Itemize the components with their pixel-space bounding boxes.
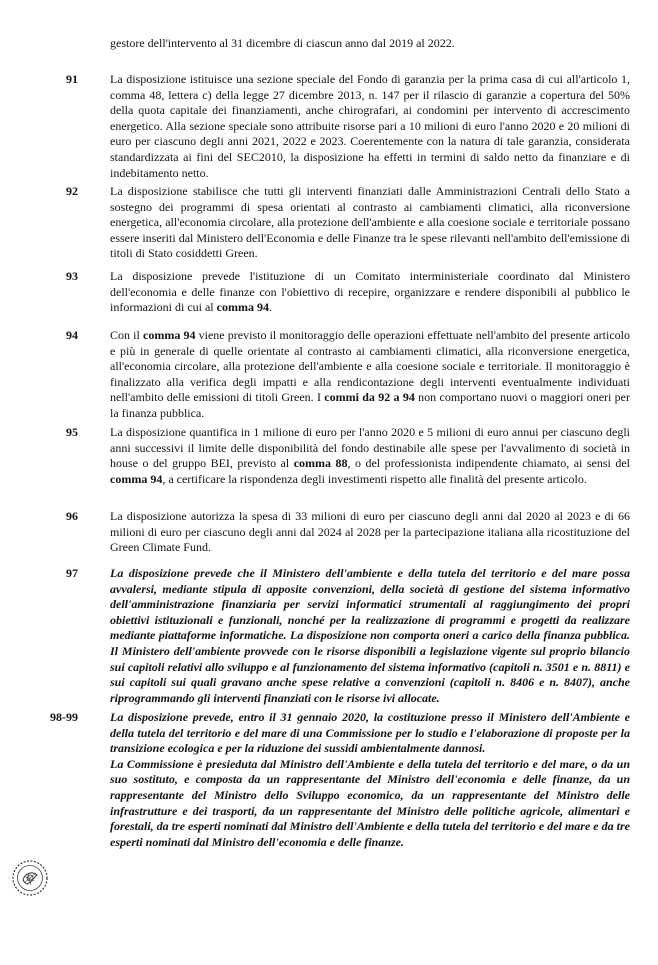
entry-number: 98-99 (50, 710, 78, 724)
entry-number: 92 (66, 184, 78, 198)
entry-text: La disposizione istituisce una sezione speciale del Fondo di garanzia per la prima casa di cui all'articolo 1, comma 48, lettera c) della legge 27 dicembre 2013, n. 147 per il rilascio di garanzie a copertura del 50% della quota capitale dei finanziamenti, anche chirografari, ai condomini per intervento di accrescimento energetico. Alla sezione speciale sono attribuite risorse pari a 10 milioni di euro l'anno 2020 e 20 milioni di euro per ciascuno degli anni 2021, 2022 e 2023. Coerentemente con la natura di tale garanzia, considerata standardizzata ai fini del SEC2010, la disposizione ha effetti in termini di saldo netto da finanziare e di indebitamento netto. (110, 72, 630, 180)
entry-number: 97 (66, 566, 78, 580)
continued-paragraph: gestore dell'intervento al 31 dicembre di ciascun anno dal 2019 al 2022. (110, 36, 455, 50)
entry-number: 93 (66, 269, 78, 283)
official-seal-icon (10, 858, 50, 898)
entry-text: La disposizione quantifica in 1 milione di euro per l'anno 2020 e 5 milioni di euro annui per ciascuno degli anni successivi il limite delle disponibilità del fondo destinabile alle spese per l'avvalimento di società in house o del gruppo BEI, previsto al comma 88, o del professionista indipendente chiamato, ai sensi del comma 94, a certificare la rispondenza degli investimenti rispetto alle finalità del presente articolo. (110, 425, 630, 486)
entry-paragraph: La Commissione è presieduta dal Ministro dell'Ambiente e della tutela del territorio e del mare, o da un suo sostituto, e composta da un rappresentante del Ministro dell'economia e delle finanze, da un rappresentante del Ministro dello Sviluppo economico, da un rappresentante del Ministro delle infrastrutture e dei trasporti, da un rappresentante del Ministro delle politiche agricole, alimentari e forestali, da tre esperti nominati dal Ministro dell'Ambiente e della tutela del territorio e del mare e da tre esperti nominati dal Ministro dell'economia e delle finanze. (110, 756, 630, 849)
entry-number: 91 (66, 72, 78, 86)
entry-number: 95 (66, 425, 78, 439)
entry-text: La disposizione stabilisce che tutti gli interventi finanziati dalle Amministrazioni Centrali dello Stato a sostegno dei programmi di spesa orientati al contrasto ai cambiamenti climatici, alla riconversione energetica, all'economia circolare, alla protezione dell'ambiente e alla coesione sociale e territoriale possano essere inseriti dal Ministero dell'Economia e delle Finanze tra le spese rilevanti nell'ambito dell'emissione di titoli di Stato cosiddetti Green. (110, 184, 630, 261)
entry-text (110, 710, 630, 850)
entry-number: 94 (66, 328, 78, 342)
entry-number: 96 (66, 509, 78, 523)
entry-text: Con il comma 94 viene previsto il monitoraggio delle operazioni effettuate nell'ambito del presente articolo e più in generale di quelle orientate al contrasto ai cambiamenti climatici, alla riconversione energetica, all'economia circolare, alla protezione dell'ambiente e alla coesione sociale e territoriale. Il monitoraggio è finalizzato alla verifica degli impatti e alla rendicontazione degli interventi eventualmente individuati nell'ambito delle emissioni di titoli Green. I commi da 92 a 94 non comportano nuovi o maggiori oneri per la finanza pubblica. (110, 328, 631, 420)
entry-text: La disposizione prevede l'istituzione di un Comitato interministeriale coordinato dal Ministero dell'economia e delle finanze con l'obiettivo di recepire, organizzare e rendere disponibili al pubblico le informazioni di cui al comma 94. (110, 269, 630, 315)
entry-text: La disposizione prevede che il Ministero dell'ambiente e della tutela del territorio e del mare possa avvalersi, mediante stipula di apposite convenzioni, della società di gestione del sistema informativo dell'amministrazione finanziaria per servizi informatici strumentali al raggiungimento dei propri obiettivi istituzionali e funzionali, nonché per la realizzazione di programmi e progetti da realizzare mediante piattaforme informatiche. La disposizione non comporta oneri a carico della finanza pubblica. Il Ministero dell'ambiente provvede con le risorse disponibili a legislazione vigente sul proprio bilancio sui capitoli relativi allo sviluppo e al funzionamento del sistema informativo (capitoli n. 3501 e n. 8811) e sui capitoli sui quali gravano anche spese relative a convenzioni (capitoli n. 8406 e n. 8407), anche riprogrammando gli interventi finanziati con le risorse ivi allocate. (110, 566, 630, 705)
entry-paragraph: La disposizione prevede, entro il 31 gennaio 2020, la costituzione presso il Ministero dell'Ambiente e della tutela del territorio e del mare di una Commissione per lo studio e l'elaborazione di proposte per la transizione ecologica e per la riduzione dei sussidi ambientalmente dannosi. (110, 710, 630, 756)
entry-text: La disposizione autorizza la spesa di 33 milioni di euro per ciascuno degli anni dal 2020 al 2023 e di 66 milioni di euro per ciascuno degli anni dal 2024 al 2028 per la partecipazione italiana alla ricostituzione del Green Climate Fund. (110, 509, 630, 555)
